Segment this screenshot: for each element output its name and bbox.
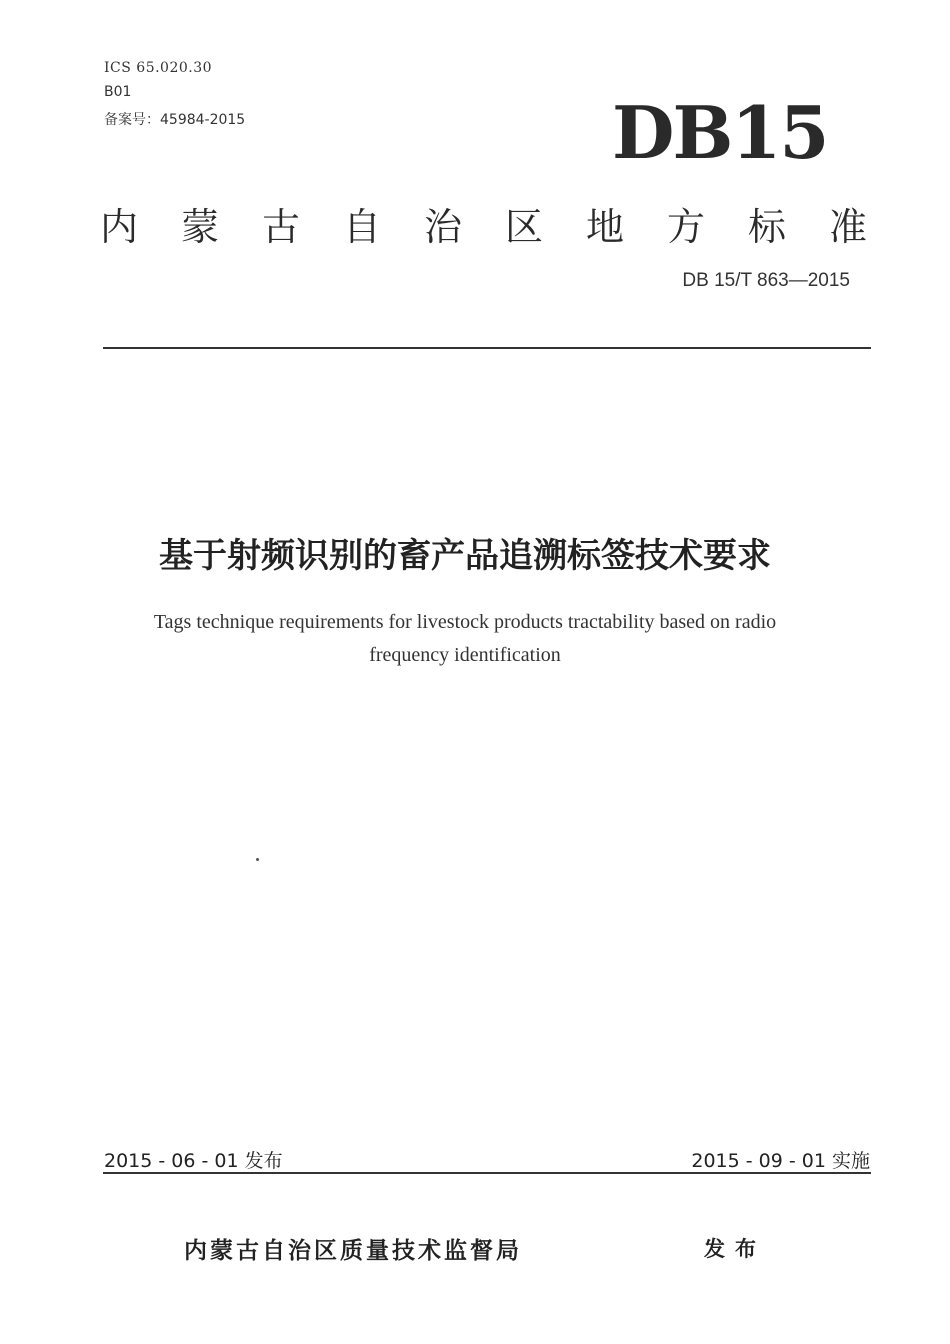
publish-date: 2015 - 06 - 01 发布 — [104, 1150, 283, 1172]
db15-logo: DB15 — [612, 90, 828, 175]
bottom-divider — [103, 1172, 871, 1174]
top-divider — [103, 347, 871, 349]
issuing-authority: 内蒙古自治区质量技术监督局 — [184, 1238, 522, 1264]
implement-date: 2015 - 09 - 01 实施 — [691, 1150, 870, 1172]
title-en-line-1: Tags technique requirements for livestock products tractability based on radio — [153, 611, 777, 633]
scan-speck — [256, 858, 259, 861]
issue-label: 发布 — [704, 1237, 766, 1261]
document-title-en — [0, 606, 930, 672]
title-en-line-2: frequency identification — [369, 644, 561, 666]
standard-number: DB 15/T 863—2015 — [682, 270, 850, 291]
authority-title: 内蒙古自治区地方标准 — [100, 205, 911, 249]
ics-code: ICS 65.020.30 — [104, 60, 213, 76]
document-title-cn: 基于射频识别的畜产品追溯标签技术要求 — [159, 536, 771, 576]
record-number: 备案号：45984-2015 — [104, 112, 246, 128]
classification-code: B01 — [104, 84, 132, 100]
